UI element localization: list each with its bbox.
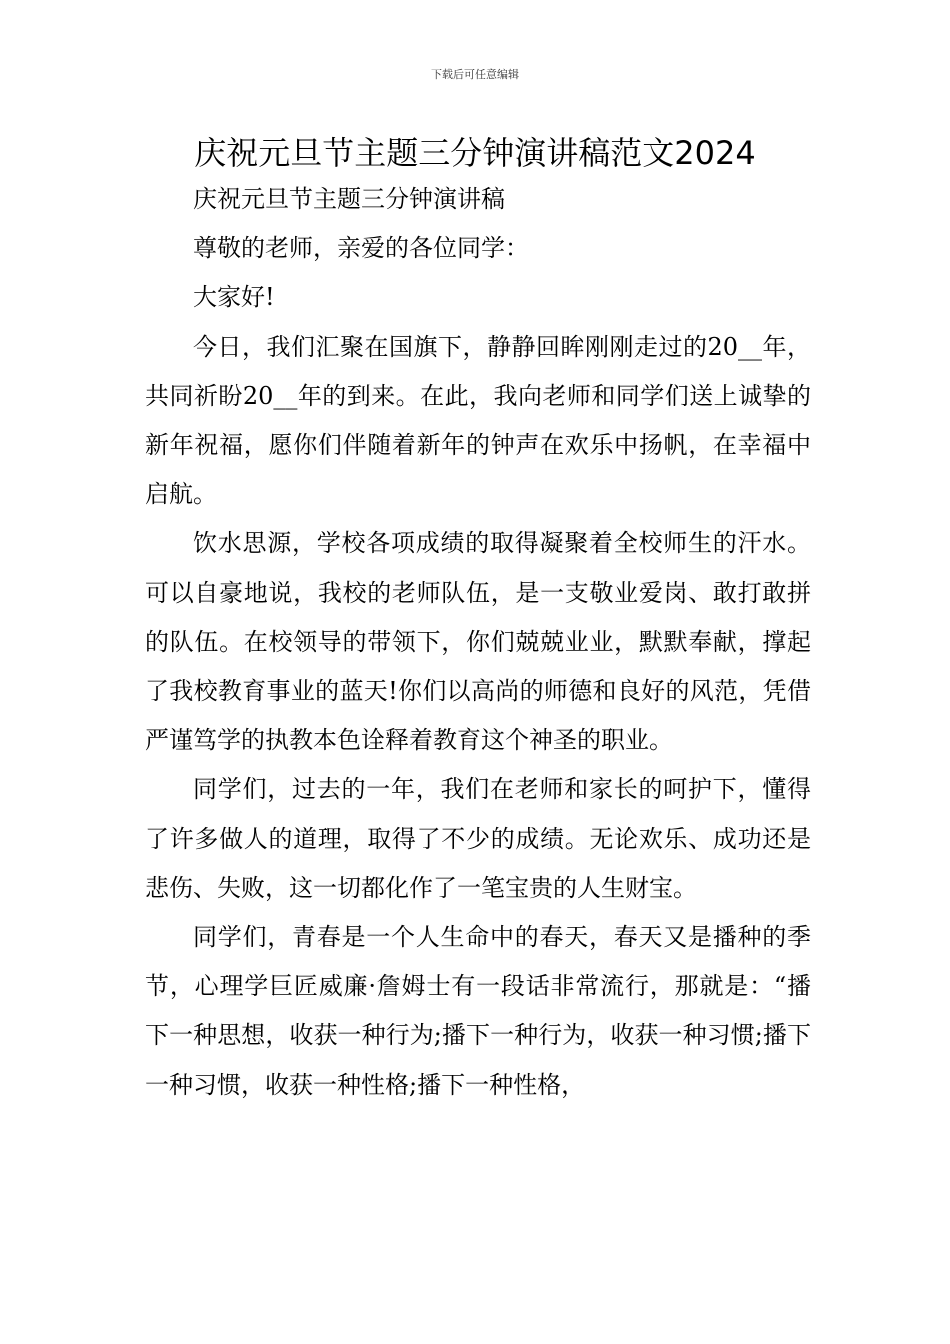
paragraph: 今日，我们汇聚在国旗下，静静回眸刚刚走过的20__年，共同祈盼20__年的到来。在此，我向老师和同学们送上诚挚的新年祝福，愿你们伴随着新年的钟声在欢乐中扬帆，在幸福中启航。: [145, 332, 811, 509]
paragraph-greeting: 大家好!: [193, 283, 275, 312]
paragraph: 同学们，青春是一个人生命中的春天，春天又是播种的季节，心理学巨匠威廉·詹姆士有一段话非常流行，那就是：“播下一种思想，收获一种行为;播下一种行为，收获一种习惯;播下一种习惯，收获一种性格;播下一种性格，: [145, 923, 811, 1099]
paragraph-subtitle: 庆祝元旦节主题三分钟演讲稿: [193, 185, 505, 213]
header-note: 下载后可任意编辑: [431, 68, 519, 81]
document-body: [145, 175, 811, 1110]
paragraph: 饮水思源，学校各项成绩的取得凝聚着全校师生的汗水。可以自豪地说，我校的老师队伍，是一支敬业爱岗、敢打敢拼的队伍。在校领导的带领下，你们兢兢业业，默默奉献，撑起了我校教育事业的蓝天!你们以高尚的师德和良好的风范，凭借严谨笃学的执教本色诠释着教育这个神圣的职业。: [145, 529, 811, 755]
paragraph: 同学们，过去的一年，我们在老师和家长的呵护下，懂得了许多做人的道理，取得了不少的成绩。无论欢乐、成功还是悲伤、失败，这一切都化作了一笔宝贵的人生财宝。: [145, 775, 811, 902]
document-title: 庆祝元旦节主题三分钟演讲稿范文2024: [194, 134, 756, 172]
paragraph-salutation: 尊敬的老师，亲爱的各位同学：: [193, 234, 529, 263]
